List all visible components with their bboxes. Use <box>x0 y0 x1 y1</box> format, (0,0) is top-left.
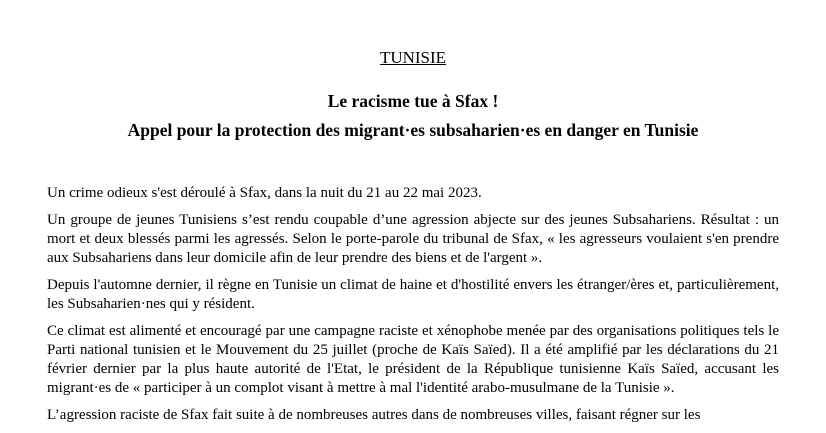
paragraph: Un groupe de jeunes Tunisiens s’est rendu coupable d’une agression abjecte sur des jeunes Subsahariens. Résultat : un mort et deux blessés parmi les agressés. Selon le porte-parole du tribunal de Sfax, « les agresseurs voulaient s'en prendre aux Subsahariens dans leur domicile afin de leur prendre des biens et de l'argent ». <box>47 212 779 266</box>
paragraph: Depuis l'automne dernier, il règne en Tunisie un climat de haine et d'hostilité envers les étranger/ères et, particulièrement, les Subsaharien·nes qui y résident. <box>47 277 779 312</box>
paragraph: L’agression raciste de Sfax fait suite à de nombreuses autres dans de nombreuses villes, faisant régner sur les <box>47 407 701 423</box>
document-title: Le racisme tue à Sfax ! <box>327 91 499 111</box>
paragraph: Un crime odieux s'est déroulé à Sfax, dans la nuit du 21 au 22 mai 2023. <box>47 185 482 201</box>
paragraph: Ce climat est alimenté et encouragé par une campagne raciste et xénophobe menée par des organisations politiques tels le Parti national tunisien et le Mouvement du 25 juillet (proche de Kaïs Saïed). Il a été amplifié par les déclarations du 21 février dernier par la plus haute autorité de l'Etat, le président de la République tunisienne Kaïs Saïed, accusant les migrant·es de « participer à un complot visant à mettre à mal l'identité arabo-musulmane de la Tunisie ». <box>47 323 779 396</box>
document-body <box>47 184 779 433</box>
section-label: TUNISIE <box>379 48 447 67</box>
document-subtitle: Appel pour la protection des migrant·es subsaharien·es en danger en Tunisie <box>127 120 699 140</box>
